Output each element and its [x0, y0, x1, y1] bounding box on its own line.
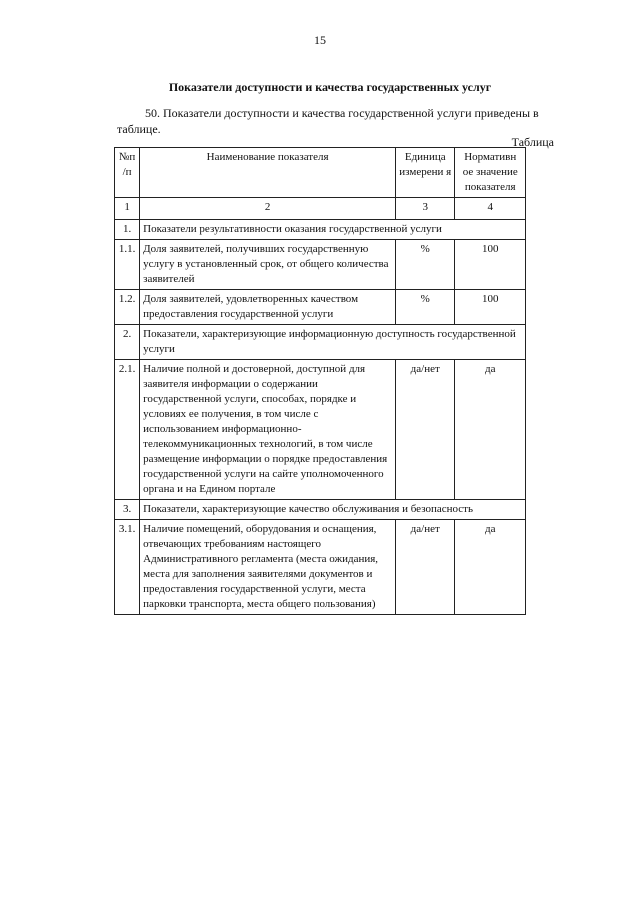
column-index-row — [115, 198, 526, 220]
section-num: 3. — [115, 500, 140, 520]
indicators-table — [114, 147, 526, 615]
header-unit: Единица измерени я — [396, 148, 455, 198]
row-num: 2.1. — [115, 360, 140, 500]
row-norm: 100 — [455, 290, 526, 325]
row-name: Доля заявителей, получивших государственную услугу в установленный срок, от общего количества заявителей — [140, 240, 396, 290]
section-row — [115, 220, 526, 240]
row-norm: 100 — [455, 240, 526, 290]
section-title: Показатели, характеризующие качество обслуживания и безопасность — [140, 500, 526, 520]
section-row — [115, 500, 526, 520]
index-cell: 4 — [455, 198, 526, 220]
table-row — [115, 360, 526, 500]
row-num: 3.1. — [115, 520, 140, 615]
row-unit: да/нет — [396, 360, 455, 500]
table-row — [115, 290, 526, 325]
header-num: №п /п — [115, 148, 140, 198]
index-cell: 1 — [115, 198, 140, 220]
row-unit: % — [396, 290, 455, 325]
table-caption: Таблица — [511, 135, 554, 149]
row-norm: да — [455, 360, 526, 500]
header-norm: Нормативн ое значение показателя — [455, 148, 526, 198]
index-cell: 2 — [140, 198, 396, 220]
row-name: Наличие помещений, оборудования и оснащения, отвечающих требованиям настоящего Административного регламента (места ожидания, места для заполнения заявителями документов и предоставления государственной услуги, места парковки транспорта, места общего пользования) — [140, 520, 396, 615]
row-name: Доля заявителей, удовлетворенных качеством предоставления государственной услуги — [140, 290, 396, 325]
section-title: Показатели результативности оказания государственной услуги — [140, 220, 526, 240]
row-name: Наличие полной и достоверной, доступной для заявителя информации о содержании государственной услуги, способах, порядке и условиях ее получения, в том числе с использованием информационно-телекоммуникационных технологий, в том числе размещение информации о порядке предоставления государственной услуги на сайте уполномоченного органа и на Едином портале — [140, 360, 396, 500]
section-num: 1. — [115, 220, 140, 240]
section-title: Показатели, характеризующие информационную доступность государственной услуги — [140, 325, 526, 360]
table-row — [115, 240, 526, 290]
table-row — [115, 520, 526, 615]
row-unit: % — [396, 240, 455, 290]
row-num: 1.1. — [115, 240, 140, 290]
section-row — [115, 325, 526, 360]
section-heading: Показатели доступности и качества государственных услуг — [168, 80, 492, 94]
row-num: 1.2. — [115, 290, 140, 325]
row-unit: да/нет — [396, 520, 455, 615]
index-cell: 3 — [396, 198, 455, 220]
page-number: 15 — [314, 33, 326, 47]
intro-paragraph: 50. Показатели доступности и качества государственной услуги приведены в таблице. — [117, 106, 539, 136]
row-norm: да — [455, 520, 526, 615]
header-name: Наименование показателя — [140, 148, 396, 198]
section-num: 2. — [115, 325, 140, 360]
table-header-row — [115, 148, 526, 198]
